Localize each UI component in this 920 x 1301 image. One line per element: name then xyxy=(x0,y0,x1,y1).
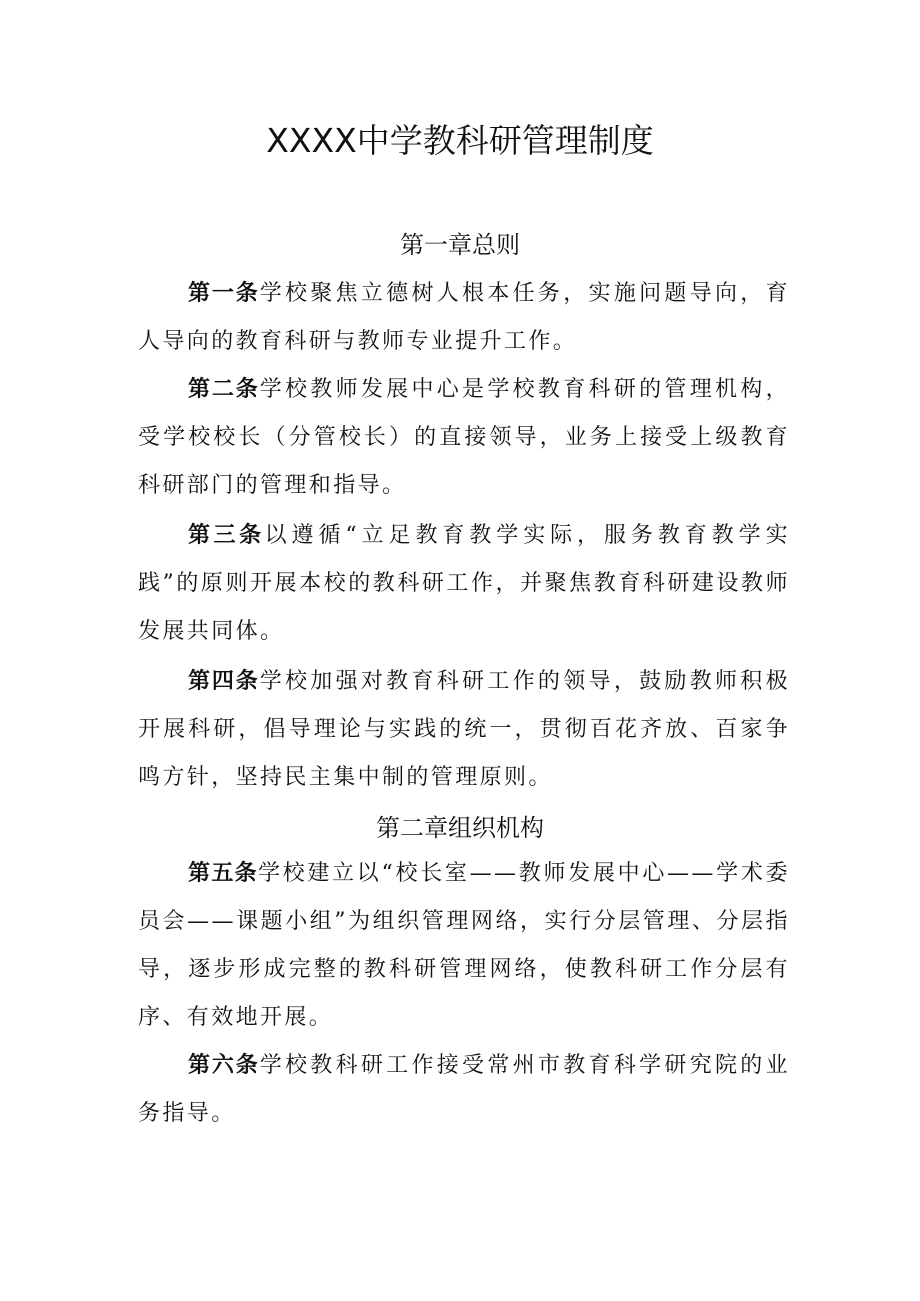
article-text: 学校加强对教育科研工作的领导，鼓励教师积极开展科研，倡导理论与实践的统一，贯彻百花齐放、百家争鸣方针，坚持民主集中制的管理原则。 xyxy=(138,669,790,790)
article-number: 第二条 xyxy=(188,377,260,402)
article-2 xyxy=(138,366,790,510)
article-number: 第三条 xyxy=(188,523,265,548)
article-5 xyxy=(138,850,790,1042)
article-number: 第五条 xyxy=(188,861,258,886)
article-1 xyxy=(138,270,790,366)
article-3 xyxy=(138,512,790,656)
article-text: 学校建立以“校长室——教师发展中心——学术委员会——课题小组”为组织管理网络，实行分层管理、分层指导，逐步形成完整的教科研管理网络，使教科研工作分层有序、有效地开展。 xyxy=(138,861,790,1030)
article-number: 第四条 xyxy=(188,669,260,694)
article-number: 第一条 xyxy=(188,281,260,306)
chapter-heading-2: 第二章组织机构 xyxy=(376,814,544,842)
article-text: 学校教科研工作接受常州市教育科学研究院的业务指导。 xyxy=(138,1053,790,1126)
article-6 xyxy=(138,1042,790,1138)
article-4 xyxy=(138,658,790,802)
article-number: 第六条 xyxy=(188,1053,260,1078)
document-title: XXXX中学教科研管理制度 xyxy=(266,121,654,160)
article-text: 学校教师发展中心是学校教育科研的管理机构，受学校校长（分管校长）的直接领导，业务上接受上级教育科研部门的管理和指导。 xyxy=(138,377,790,498)
article-text: 以遵循“立足教育教学实际，服务教育教学实践”的原则开展本校的教科研工作，并聚焦教育科研建设教师发展共同体。 xyxy=(138,523,790,644)
chapter-heading-1: 第一章总则 xyxy=(400,231,520,259)
article-text: 学校聚焦立德树人根本任务，实施问题导向，育人导向的教育科研与教师专业提升工作。 xyxy=(138,281,790,354)
